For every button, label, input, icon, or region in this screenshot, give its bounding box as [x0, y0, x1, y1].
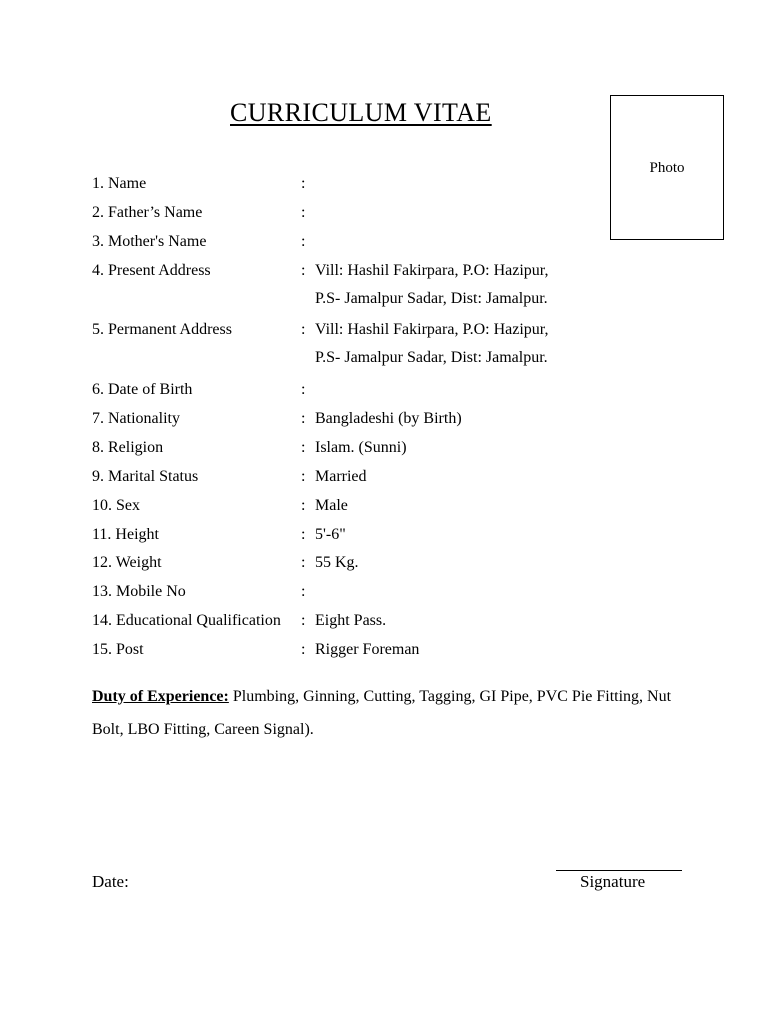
- field-label: 10. Sex: [92, 497, 140, 514]
- field-label: 7. Nationality: [92, 410, 180, 427]
- field-label: 8. Religion: [92, 439, 164, 456]
- signature-line: [556, 870, 682, 871]
- field-colon: :: [301, 381, 306, 398]
- field-value: 55 Kg.: [315, 554, 359, 571]
- page-title: CURRICULUM VITAE: [230, 98, 492, 127]
- field-colon: :: [301, 468, 306, 485]
- field-colon: :: [301, 612, 306, 629]
- field-label: 12. Weight: [92, 554, 162, 571]
- signature-label: Signature: [580, 872, 646, 891]
- field-label: 1. Name: [92, 175, 147, 192]
- field-colon: :: [301, 497, 306, 514]
- field-value: Eight Pass.: [315, 612, 387, 629]
- field-value: Islam. (Sunni): [315, 439, 407, 456]
- field-label: 2. Father’s Name: [92, 204, 203, 221]
- field-colon: :: [301, 554, 306, 571]
- date-label: Date:: [92, 872, 129, 891]
- field-value-continued: P.S- Jamalpur Sadar, Dist: Jamalpur.: [315, 349, 548, 366]
- field-colon: :: [301, 204, 306, 221]
- field-value: Vill: Hashil Fakirpara, P.O: Hazipur,: [315, 321, 549, 338]
- field-value: Vill: Hashil Fakirpara, P.O: Hazipur,: [315, 262, 549, 279]
- field-colon: :: [301, 526, 306, 543]
- field-label: 15. Post: [92, 641, 144, 658]
- field-label: 9. Marital Status: [92, 468, 199, 485]
- field-label: 4. Present Address: [92, 262, 211, 279]
- field-label: 11. Height: [92, 526, 159, 543]
- field-colon: :: [301, 410, 306, 427]
- field-label: 13. Mobile No: [92, 583, 186, 600]
- field-colon: :: [301, 175, 306, 192]
- duty-heading: Duty of Experience:: [92, 688, 229, 705]
- photo-box: [610, 95, 724, 240]
- field-colon: :: [301, 321, 306, 338]
- field-colon: :: [301, 583, 306, 600]
- field-value: Bangladeshi (by Birth): [315, 410, 462, 427]
- field-value: 5'-6": [315, 526, 346, 543]
- field-value-continued: P.S- Jamalpur Sadar, Dist: Jamalpur.: [315, 290, 548, 307]
- field-label: 3. Mother's Name: [92, 233, 207, 250]
- field-colon: :: [301, 641, 306, 658]
- photo-label: Photo: [649, 160, 685, 176]
- field-value: Married: [315, 468, 367, 485]
- duty-of-experience: [92, 680, 692, 746]
- field-colon: :: [301, 233, 306, 250]
- field-value: Rigger Foreman: [315, 641, 420, 658]
- field-value: Male: [315, 497, 348, 514]
- field-label: 5. Permanent Address: [92, 321, 232, 338]
- duty-text: Plumbing, Ginning, Cutting, Tagging, GI Pipe, PVC Pie Fitting, Nut Bolt, LBO Fitting, Careen Signal).: [92, 688, 672, 738]
- field-label: 14. Educational Qualification: [92, 612, 281, 629]
- field-colon: :: [301, 439, 306, 456]
- field-label: 6. Date of Birth: [92, 381, 193, 398]
- field-colon: :: [301, 262, 306, 279]
